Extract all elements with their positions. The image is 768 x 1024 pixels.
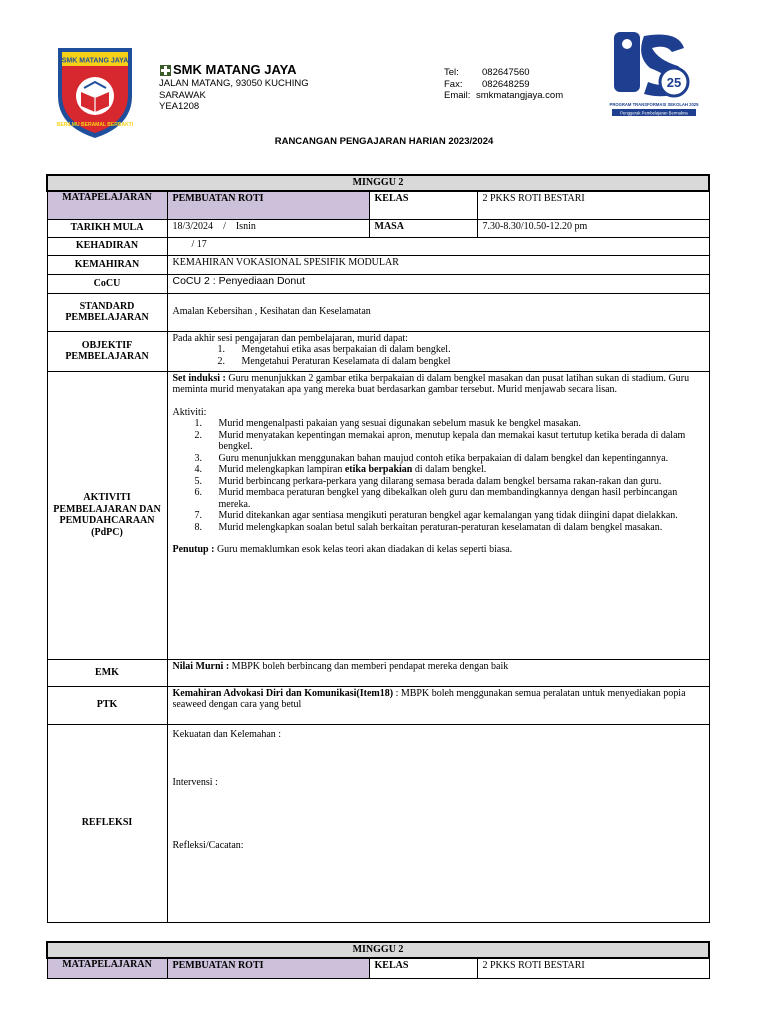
induction-body: Guru menunjukkan 2 gambar etika berpakaian di dalam bengkel masakan dan pusat latihan sukan di stadium. Guru meminta murid menyatakan apa yang mereka buat berdasarkan gambar tersebut. Murid menjawab secara lisan.: [172, 372, 690, 395]
activity-num: 3.: [194, 452, 202, 464]
cocu-label: CoCU: [47, 274, 167, 293]
activity-text: [219, 464, 487, 476]
time-value: 7.30-8.30/10.50-12.20 pm: [477, 219, 709, 237]
activity-text: Murid melengkapkan soalan betul salah berkaitan peraturan-peraturan keselamatan di dalam bengkel masakan.: [218, 521, 663, 533]
tel-row: [444, 67, 563, 79]
emk-cell: [167, 659, 709, 686]
activity-label: AKTIVITI PEMBELAJARAN DAN PEMUDAHCARAAN (PdPC): [47, 371, 167, 659]
objective-item: [218, 344, 704, 356]
svg-text:Penggerak Pembelajaran Bermakn: Penggerak Pembelajaran Bermakna: [620, 110, 688, 116]
activities-list: [173, 418, 704, 533]
subject-label-2: MATAPELAJARAN: [47, 958, 167, 978]
activity-item: [195, 418, 704, 430]
week-header-2: MINGGU 2: [47, 942, 709, 958]
activity-cell: [167, 371, 709, 659]
lesson-plan-table-2: [46, 941, 710, 979]
closing-label: Penutup :: [172, 544, 215, 555]
transformation-program-logo: [608, 26, 700, 118]
attendance-label: KEHADIRAN: [47, 237, 167, 255]
attendance-value: / 17: [167, 237, 709, 255]
induction-label: Set induksi :: [172, 372, 226, 384]
day-text: Isnin: [235, 220, 256, 232]
svg-text:PROGRAM TRANSFORMASI SEKOLAH 2: PROGRAM TRANSFORMASI SEKOLAH 2025: [609, 102, 699, 107]
date-separator: /: [223, 220, 226, 232]
class-label-2: KELAS: [369, 958, 477, 978]
class-label: KELAS: [369, 191, 477, 219]
date-label: TARIKH MULA: [47, 219, 167, 237]
activity-num: 4.: [194, 464, 202, 475]
objective-intro: Pada akhir sesi pengajaran dan pembelajaran, murid dapat:: [172, 332, 408, 344]
objective-text: Mengetahui etika asas berpakaian di dalam bengkel.: [241, 344, 451, 355]
ptk-cell: [167, 686, 709, 724]
date-text: 18/3/2024: [172, 220, 214, 232]
activity-num: 6.: [194, 487, 202, 498]
activity-num: 2.: [194, 429, 202, 441]
activity-text: Murid membaca peraturan bengkel yang dibekalkan oleh guru dan membandingkannya dengan hasil perbincangan mereka.: [218, 487, 678, 510]
address-line-1: JALAN MATANG, 93050 KUCHING: [159, 78, 309, 89]
email-row: [444, 90, 563, 102]
objective-num: 1.: [217, 344, 225, 355]
activities-label: Aktiviti:: [172, 406, 207, 418]
emk-value: MBPK boleh berbincang dan memberi pendapat mereka dengan baik: [231, 660, 509, 672]
activity-item: [195, 510, 704, 522]
closing-body: Guru memaklumkan esok kelas teori akan diadakan di kelas seperti biasa.: [216, 544, 513, 555]
email-value: smkmatangjaya.com: [476, 90, 564, 102]
school-info: [159, 62, 309, 113]
subject-value-2: PEMBUATAN ROTI: [167, 958, 369, 978]
standard-value: Amalan Kebersihan , Kesihatan dan Keselamatan: [167, 293, 709, 331]
svg-text:SMK MATANG JAYA: SMK MATANG JAYA: [61, 57, 129, 65]
activity-text: Guru menunjukkan menggunakan bahan maujud contoh etika berpakaian di dalam bengkel dan kepentingannya.: [218, 452, 669, 464]
skill-label: KEMAHIRAN: [47, 255, 167, 274]
email-label: Email:: [444, 90, 471, 102]
activity-item: [195, 476, 704, 488]
objective-item: [218, 356, 704, 368]
lesson-plan-table: [46, 174, 710, 923]
objective-text: Mengetahui Peraturan Keselamata di dalam bengkel: [241, 355, 451, 367]
fax-label: Fax:: [444, 78, 463, 90]
reflection-cell: [167, 724, 709, 922]
fax-value: 082648259: [482, 78, 530, 90]
activity-text: Murid menyatakan kepentingan memakai apron, menutup kepala dan memakai kasut tertutup ketika berada di dalam bengkel.: [218, 429, 686, 452]
activity-text: Murid ditekankan agar sentiasa mengikuti peraturan bengkel agar kemalangan yang tidak diingini dapat dielakkan.: [218, 510, 678, 521]
subject-value: PEMBUATAN ROTI: [167, 191, 369, 219]
reflection-label: REFLEKSI: [47, 724, 167, 922]
activity-item: [195, 453, 704, 465]
school-name: [159, 62, 309, 78]
closing-text: [173, 544, 704, 556]
reflection-notes: Refleksi/Cacatan:: [172, 839, 244, 851]
objective-cell: [167, 331, 709, 371]
skill-value: KEMAHIRAN VOKASIONAL SPESIFIK MODULAR: [167, 255, 709, 274]
tel-label: Tel:: [444, 67, 459, 78]
activity-item: [195, 464, 704, 476]
fax-row: [444, 79, 563, 91]
address-line-2: SARAWAK: [159, 89, 206, 101]
school-crest-logo: [54, 38, 136, 140]
activity-text-after: di dalam bengkel.: [412, 464, 487, 475]
svg-text:25: 25: [666, 75, 682, 90]
activity-item: [195, 487, 704, 510]
page-title: RANCANGAN PENGAJARAN HARIAN 2023/2024: [274, 136, 494, 147]
activity-text: Murid berbincang perkara-perkara yang dilarang semasa berada dalam bengkel bersama rakan-rakan dan guru.: [218, 475, 662, 487]
emk-prefix: Nilai Murni :: [172, 660, 230, 672]
objective-num: 2.: [217, 355, 225, 367]
ptk-label: PTK: [47, 686, 167, 724]
emk-label: EMK: [47, 659, 167, 686]
activity-text: Murid mengenalpasti pakaian yang sesuai digunakan sebelum masuk ke bengkel masakan.: [218, 418, 581, 429]
ptk-value: : MBPK boleh menggunakan semua peralatan untuk menyediakan popia seaweed dengan cara yang betul: [172, 687, 686, 710]
induction-text: [173, 373, 704, 396]
activity-num: 8.: [194, 521, 202, 533]
objective-list: [173, 344, 704, 367]
activity-num: 5.: [194, 475, 202, 487]
class-value-2: 2 PKKS ROTI BESTARI: [477, 958, 709, 978]
reflection-strength: Kekuatan dan Kelemahan :: [172, 728, 282, 740]
subject-label: MATAPELAJARAN: [47, 191, 167, 219]
activity-num: 7.: [194, 510, 202, 521]
time-label: MASA: [369, 219, 477, 237]
school-name-text: SMK MATANG JAYA: [173, 62, 297, 77]
activity-item: [195, 430, 704, 453]
class-value: 2 PKKS ROTI BESTARI: [477, 191, 709, 219]
svg-text:BERILMU BERAMAL BERBAKTI: BERILMU BERAMAL BERBAKTI: [56, 122, 134, 128]
date-value: [167, 219, 369, 237]
cocu-value: CoCU 2 : Penyediaan Donut: [167, 274, 709, 293]
reflection-intervention: Intervensi :: [172, 777, 218, 788]
school-code: YEA1208: [159, 101, 200, 113]
activity-text-bold: etika berpakian: [344, 464, 413, 475]
activity-item: [195, 522, 704, 534]
contact-info: [444, 67, 563, 102]
ptk-prefix: Kemahiran Advokasi Diri dan Komunikasi(Item18): [172, 687, 394, 699]
standard-label: STANDARD PEMBELAJARAN: [47, 293, 167, 331]
objective-label: OBJEKTIF PEMBELAJARAN: [47, 331, 167, 371]
week-header: MINGGU 2: [47, 175, 709, 191]
school-mini-icon: [159, 64, 172, 77]
activity-num: 1.: [194, 418, 202, 429]
activity-text-before: Murid melengkapkan lampiran: [218, 464, 345, 475]
tel-value: 082647560: [482, 67, 530, 78]
